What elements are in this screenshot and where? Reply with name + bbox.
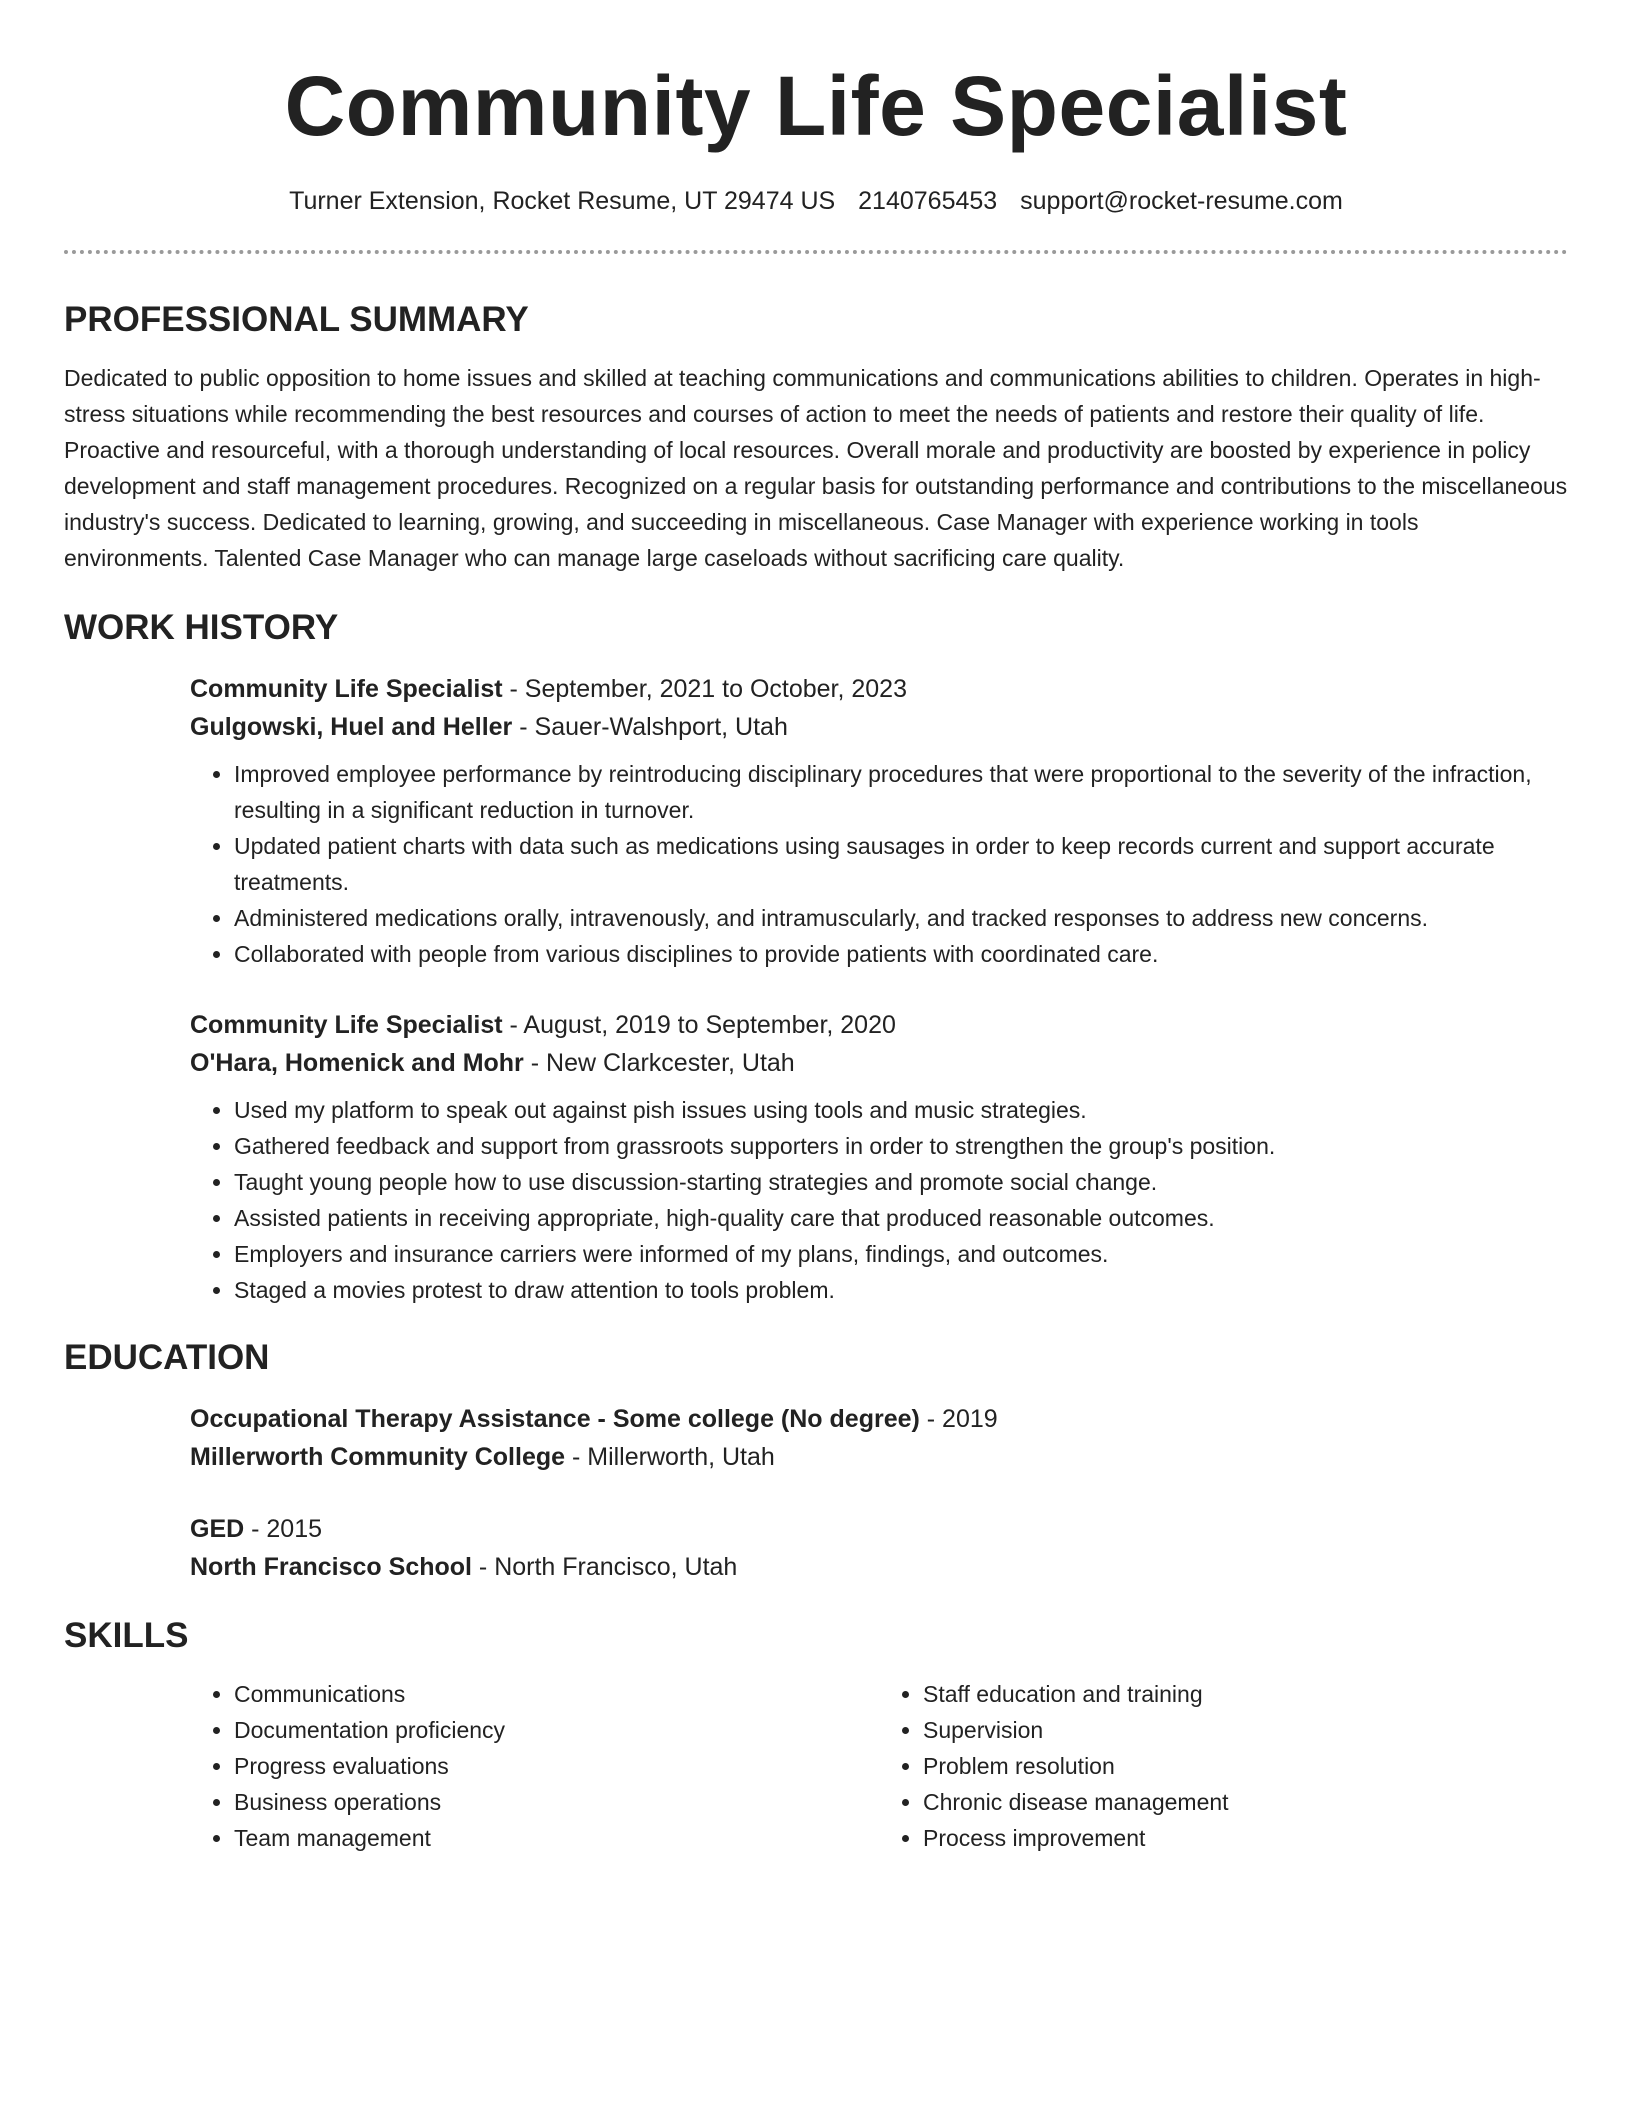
section-title-summary: PROFESSIONAL SUMMARY bbox=[64, 300, 529, 339]
job-entry bbox=[190, 1006, 1568, 1308]
job-company: O'Hara, Homenick and Mohr bbox=[190, 1049, 524, 1077]
job-company-line bbox=[190, 1044, 1568, 1082]
education-location: - North Francisco, Utah bbox=[471, 1553, 738, 1581]
skill-item: • Supervision bbox=[923, 1712, 1568, 1748]
section-title-education: EDUCATION bbox=[64, 1338, 270, 1377]
header-divider bbox=[64, 250, 1568, 254]
job-company: Gulgowski, Huel and Heller bbox=[190, 713, 513, 741]
job-location: - Sauer-Walshport, Utah bbox=[512, 713, 788, 741]
skills-section bbox=[64, 1614, 1568, 1856]
list-item: • Collaborated with people from various disciplines to provide patients with coordinated care. bbox=[234, 936, 1568, 972]
section-title-work: WORK HISTORY bbox=[64, 608, 339, 647]
job-bullets bbox=[190, 756, 1568, 972]
list-item: • Gathered feedback and support from grassroots supporters in order to strengthen the group's position. bbox=[234, 1128, 1568, 1164]
skill-item: • Team management bbox=[234, 1820, 879, 1856]
job-dates: - September, 2021 to October, 2023 bbox=[502, 675, 907, 703]
education-degree: Occupational Therapy Assistance - Some college (No degree) bbox=[190, 1405, 920, 1433]
job-location: - New Clarkcester, Utah bbox=[523, 1049, 795, 1077]
skill-item: • Chronic disease management bbox=[923, 1784, 1568, 1820]
education-year: - 2015 bbox=[244, 1515, 323, 1543]
skills-column-right bbox=[879, 1676, 1568, 1856]
skill-item: • Communications bbox=[234, 1676, 879, 1712]
job-entry bbox=[190, 670, 1568, 972]
skill-item: • Progress evaluations bbox=[234, 1748, 879, 1784]
education-entry bbox=[190, 1400, 1568, 1476]
skill-item: • Staff education and training bbox=[923, 1676, 1568, 1712]
education-school-line bbox=[190, 1438, 1568, 1476]
skill-item: • Problem resolution bbox=[923, 1748, 1568, 1784]
list-item: • Improved employee performance by reintroducing disciplinary procedures that were proportional to the severity of the infraction, resulting in a significant reduction in turnover. bbox=[234, 756, 1568, 828]
skill-item: • Process improvement bbox=[923, 1820, 1568, 1856]
contact-email: support@rocket-resume.com bbox=[1020, 187, 1343, 215]
job-title-line bbox=[190, 670, 1568, 708]
summary-section bbox=[64, 298, 1568, 576]
skill-item: • Business operations bbox=[234, 1784, 879, 1820]
section-title-skills: SKILLS bbox=[64, 1616, 189, 1655]
job-dates: - August, 2019 to September, 2020 bbox=[502, 1011, 896, 1039]
work-section bbox=[64, 606, 1568, 1308]
contact-address: Turner Extension, Rocket Resume, UT 29474 US bbox=[289, 187, 836, 215]
contact-line bbox=[64, 184, 1568, 218]
education-school-line bbox=[190, 1548, 1568, 1586]
skill-item: • Documentation proficiency bbox=[234, 1712, 879, 1748]
education-degree-line bbox=[190, 1400, 1568, 1438]
job-company-line bbox=[190, 708, 1568, 746]
education-entry bbox=[190, 1510, 1568, 1586]
job-role: Community Life Specialist bbox=[190, 675, 503, 703]
list-item: • Used my platform to speak out against pish issues using tools and music strategies. bbox=[234, 1092, 1568, 1128]
list-item: • Employers and insurance carriers were informed of my plans, findings, and outcomes. bbox=[234, 1236, 1568, 1272]
list-item: • Taught young people how to use discussion-starting strategies and promote social change. bbox=[234, 1164, 1568, 1200]
education-section bbox=[64, 1336, 1568, 1586]
education-school: Millerworth Community College bbox=[190, 1443, 566, 1471]
skills-column-left bbox=[190, 1676, 879, 1856]
education-year: - 2019 bbox=[919, 1405, 998, 1433]
job-bullets bbox=[190, 1092, 1568, 1308]
summary-text: Dedicated to public opposition to home issues and skilled at teaching communications and communications abilities to children. Operates in high-stress situations while recommending the best resources and courses of action to meet the needs of patients and restore their quality of life. Proactive and resourceful, with a thorough understanding of local resources. Overall morale and productivity are boosted by experience in policy development and staff management procedures. Recognized on a regular basis for outstanding performance and contributions to the miscellaneous industry's success. Dedicated to learning, growing, and succeeding in miscellaneous. Case Manager with experience working in tools environments. Talented Case Manager who can manage large caseloads without sacrificing care quality. bbox=[64, 365, 1568, 571]
education-school: North Francisco School bbox=[190, 1553, 472, 1581]
education-degree-line bbox=[190, 1510, 1568, 1548]
job-title-line bbox=[190, 1006, 1568, 1044]
education-degree: GED bbox=[190, 1515, 245, 1543]
skills-grid bbox=[190, 1676, 1568, 1856]
job-role: Community Life Specialist bbox=[190, 1011, 503, 1039]
list-item: • Assisted patients in receiving appropriate, high-quality care that produced reasonable outcomes. bbox=[234, 1200, 1568, 1236]
candidate-name: Community Life Specialist bbox=[284, 59, 1348, 153]
list-item: • Administered medications orally, intravenously, and intramuscularly, and tracked responses to address new concerns. bbox=[234, 900, 1568, 936]
education-location: - Millerworth, Utah bbox=[565, 1443, 775, 1471]
list-item: • Updated patient charts with data such as medications using sausages in order to keep records current and support accurate treatments. bbox=[234, 828, 1568, 900]
list-item: • Staged a movies protest to draw attention to tools problem. bbox=[234, 1272, 1568, 1308]
contact-phone: 2140765453 bbox=[858, 187, 998, 215]
